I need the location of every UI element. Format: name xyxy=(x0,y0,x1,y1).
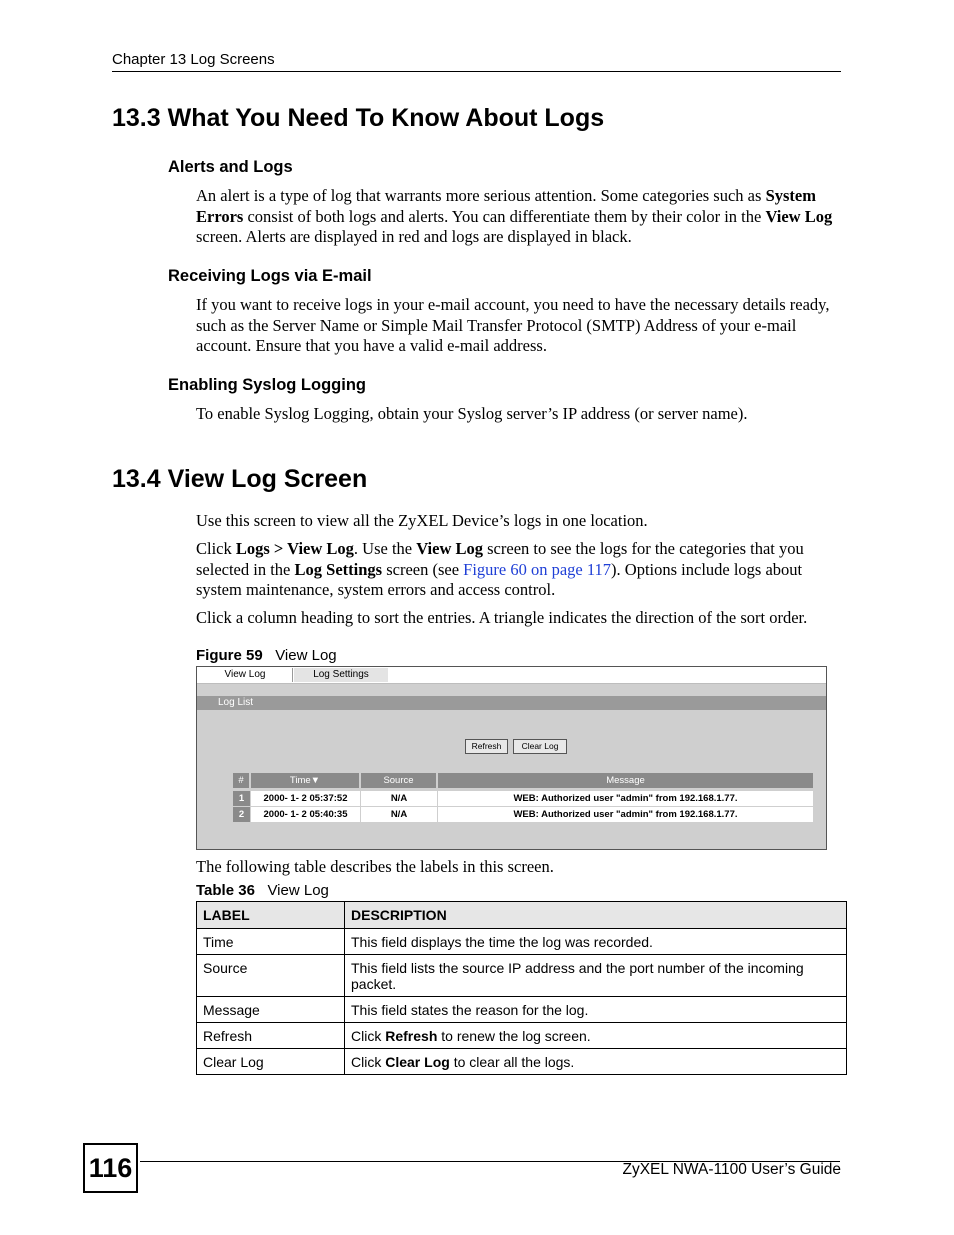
description-table xyxy=(196,901,847,1075)
sort-triangle-icon: ▼ xyxy=(310,775,321,786)
header-description: DESCRIPTION xyxy=(345,902,847,929)
heading-alerts-and-logs: Alerts and Logs xyxy=(168,158,293,176)
row-time: 2000- 1- 2 05:40:35 xyxy=(251,807,360,822)
text: . Use the xyxy=(353,539,417,558)
text: Click xyxy=(351,1028,386,1044)
row-description xyxy=(345,929,847,955)
figure-caption xyxy=(196,647,337,664)
column-header-time[interactable] xyxy=(251,773,360,788)
text: to renew the log screen. xyxy=(437,1028,591,1044)
text: Click xyxy=(196,539,236,558)
text: screen. Alerts are displayed in red and logs are displayed in black. xyxy=(196,227,632,246)
row-number: 1 xyxy=(233,791,250,806)
header-label: LABEL xyxy=(197,902,345,929)
bold-text: Logs > View Log xyxy=(235,539,354,558)
bold-text: System Errors xyxy=(196,186,816,226)
row-description xyxy=(345,997,847,1023)
view-log-screenshot xyxy=(196,666,827,850)
text: This field displays the time the log was recorded. xyxy=(351,934,653,950)
column-header-source[interactable]: Source xyxy=(361,773,437,788)
clear-log-button[interactable]: Clear Log xyxy=(513,739,567,754)
tab-view-log[interactable]: View Log xyxy=(198,668,293,682)
log-list-band xyxy=(197,696,826,710)
row-source: N/A xyxy=(361,791,437,806)
paragraph-syslog: To enable Syslog Logging, obtain your Syslog server’s IP address (or server name). xyxy=(196,404,748,423)
bold-text: Log Settings xyxy=(294,559,383,579)
table-row xyxy=(197,955,847,997)
paragraph-table-intro: The following table describes the labels in this screen. xyxy=(196,857,554,876)
text: screen to see the logs for the categories that you selected in the xyxy=(196,539,804,579)
running-header: Chapter 13 Log Screens xyxy=(112,51,275,68)
row-number: 2 xyxy=(233,807,250,822)
table-caption xyxy=(196,882,329,899)
log-table-header xyxy=(233,773,813,788)
column-header-time-label: Time xyxy=(289,775,311,786)
bold-text: View Log xyxy=(416,539,484,558)
log-list-label: Log List xyxy=(218,697,254,708)
bold-text: Refresh xyxy=(385,1028,438,1044)
text: This field states the reason for the log. xyxy=(351,1002,589,1018)
page-number: 116 xyxy=(83,1143,138,1193)
row-label: Source xyxy=(197,955,345,997)
row-label: Refresh xyxy=(197,1023,345,1049)
section-title-13-3: 13.3 What You Need To Know About Logs xyxy=(112,104,605,132)
table-label: Table 36 xyxy=(196,882,255,899)
text: This field lists the source IP address and the port number of the incoming packet. xyxy=(351,960,804,992)
row-description xyxy=(345,1049,847,1075)
paragraph-email: If you want to receive logs in your e-mail account, you need to have the necessary details ready, such as the Server Name or Simple Mail Transfer Protocol (SMTP) Address of your e-mail account. Ensure that you have a valid e-mail address. xyxy=(196,295,830,355)
row-description xyxy=(345,955,847,997)
row-message: WEB: Authorized user "admin" from 192.168.1.77. xyxy=(438,807,813,822)
row-description xyxy=(345,1023,847,1049)
refresh-button[interactable]: Refresh xyxy=(465,739,508,754)
figure-label: Figure 59 xyxy=(196,647,263,664)
figure-link[interactable]: Figure 60 on page 117 xyxy=(463,559,612,579)
text: Click xyxy=(351,1054,386,1070)
bold-text: Clear Log xyxy=(385,1054,450,1070)
column-header-message[interactable]: Message xyxy=(438,773,813,788)
figure-title: View Log xyxy=(275,647,337,664)
row-label: Message xyxy=(197,997,345,1023)
row-message: WEB: Authorized user "admin" from 192.168.1.77. xyxy=(438,791,813,806)
heading-enabling-syslog: Enabling Syslog Logging xyxy=(168,376,366,394)
tab-bar xyxy=(197,667,826,684)
paragraph-click-logs xyxy=(196,539,841,601)
text: consist of both logs and alerts. You can differentiate them by their color in the xyxy=(243,206,766,226)
tab-log-settings[interactable]: Log Settings xyxy=(294,668,388,682)
row-label: Time xyxy=(197,929,345,955)
table-row xyxy=(233,807,813,822)
paragraph-intro: Use this screen to view all the ZyXEL Device’s logs in one location. xyxy=(196,511,648,530)
table-header-row xyxy=(197,902,847,929)
row-time: 2000- 1- 2 05:37:52 xyxy=(251,791,360,806)
table-row xyxy=(197,997,847,1023)
column-header-number[interactable]: # xyxy=(233,773,250,788)
guide-title: ZyXEL NWA-1100 User’s Guide xyxy=(622,1161,841,1178)
text: ). Options include logs about system maintenance, system errors and access control. xyxy=(196,559,803,599)
table-title: View Log xyxy=(267,882,329,899)
row-label: Clear Log xyxy=(197,1049,345,1075)
section-title-13-4: 13.4 View Log Screen xyxy=(112,465,368,493)
text: screen (see xyxy=(382,559,464,579)
bold-text: View Log xyxy=(765,206,833,226)
paragraph-sort: Click a column heading to sort the entries. A triangle indicates the direction of the sort order. xyxy=(196,608,808,627)
header-rule xyxy=(112,71,841,72)
paragraph-alerts xyxy=(196,186,841,248)
text: to clear all the logs. xyxy=(449,1054,575,1070)
heading-receiving-logs-email: Receiving Logs via E-mail xyxy=(168,267,372,285)
table-row xyxy=(197,929,847,955)
row-source: N/A xyxy=(361,807,437,822)
table-row xyxy=(197,1049,847,1075)
table-row xyxy=(233,791,813,806)
table-row xyxy=(197,1023,847,1049)
text: An alert is a type of log that warrants more serious attention. Some categories such as xyxy=(196,186,766,205)
